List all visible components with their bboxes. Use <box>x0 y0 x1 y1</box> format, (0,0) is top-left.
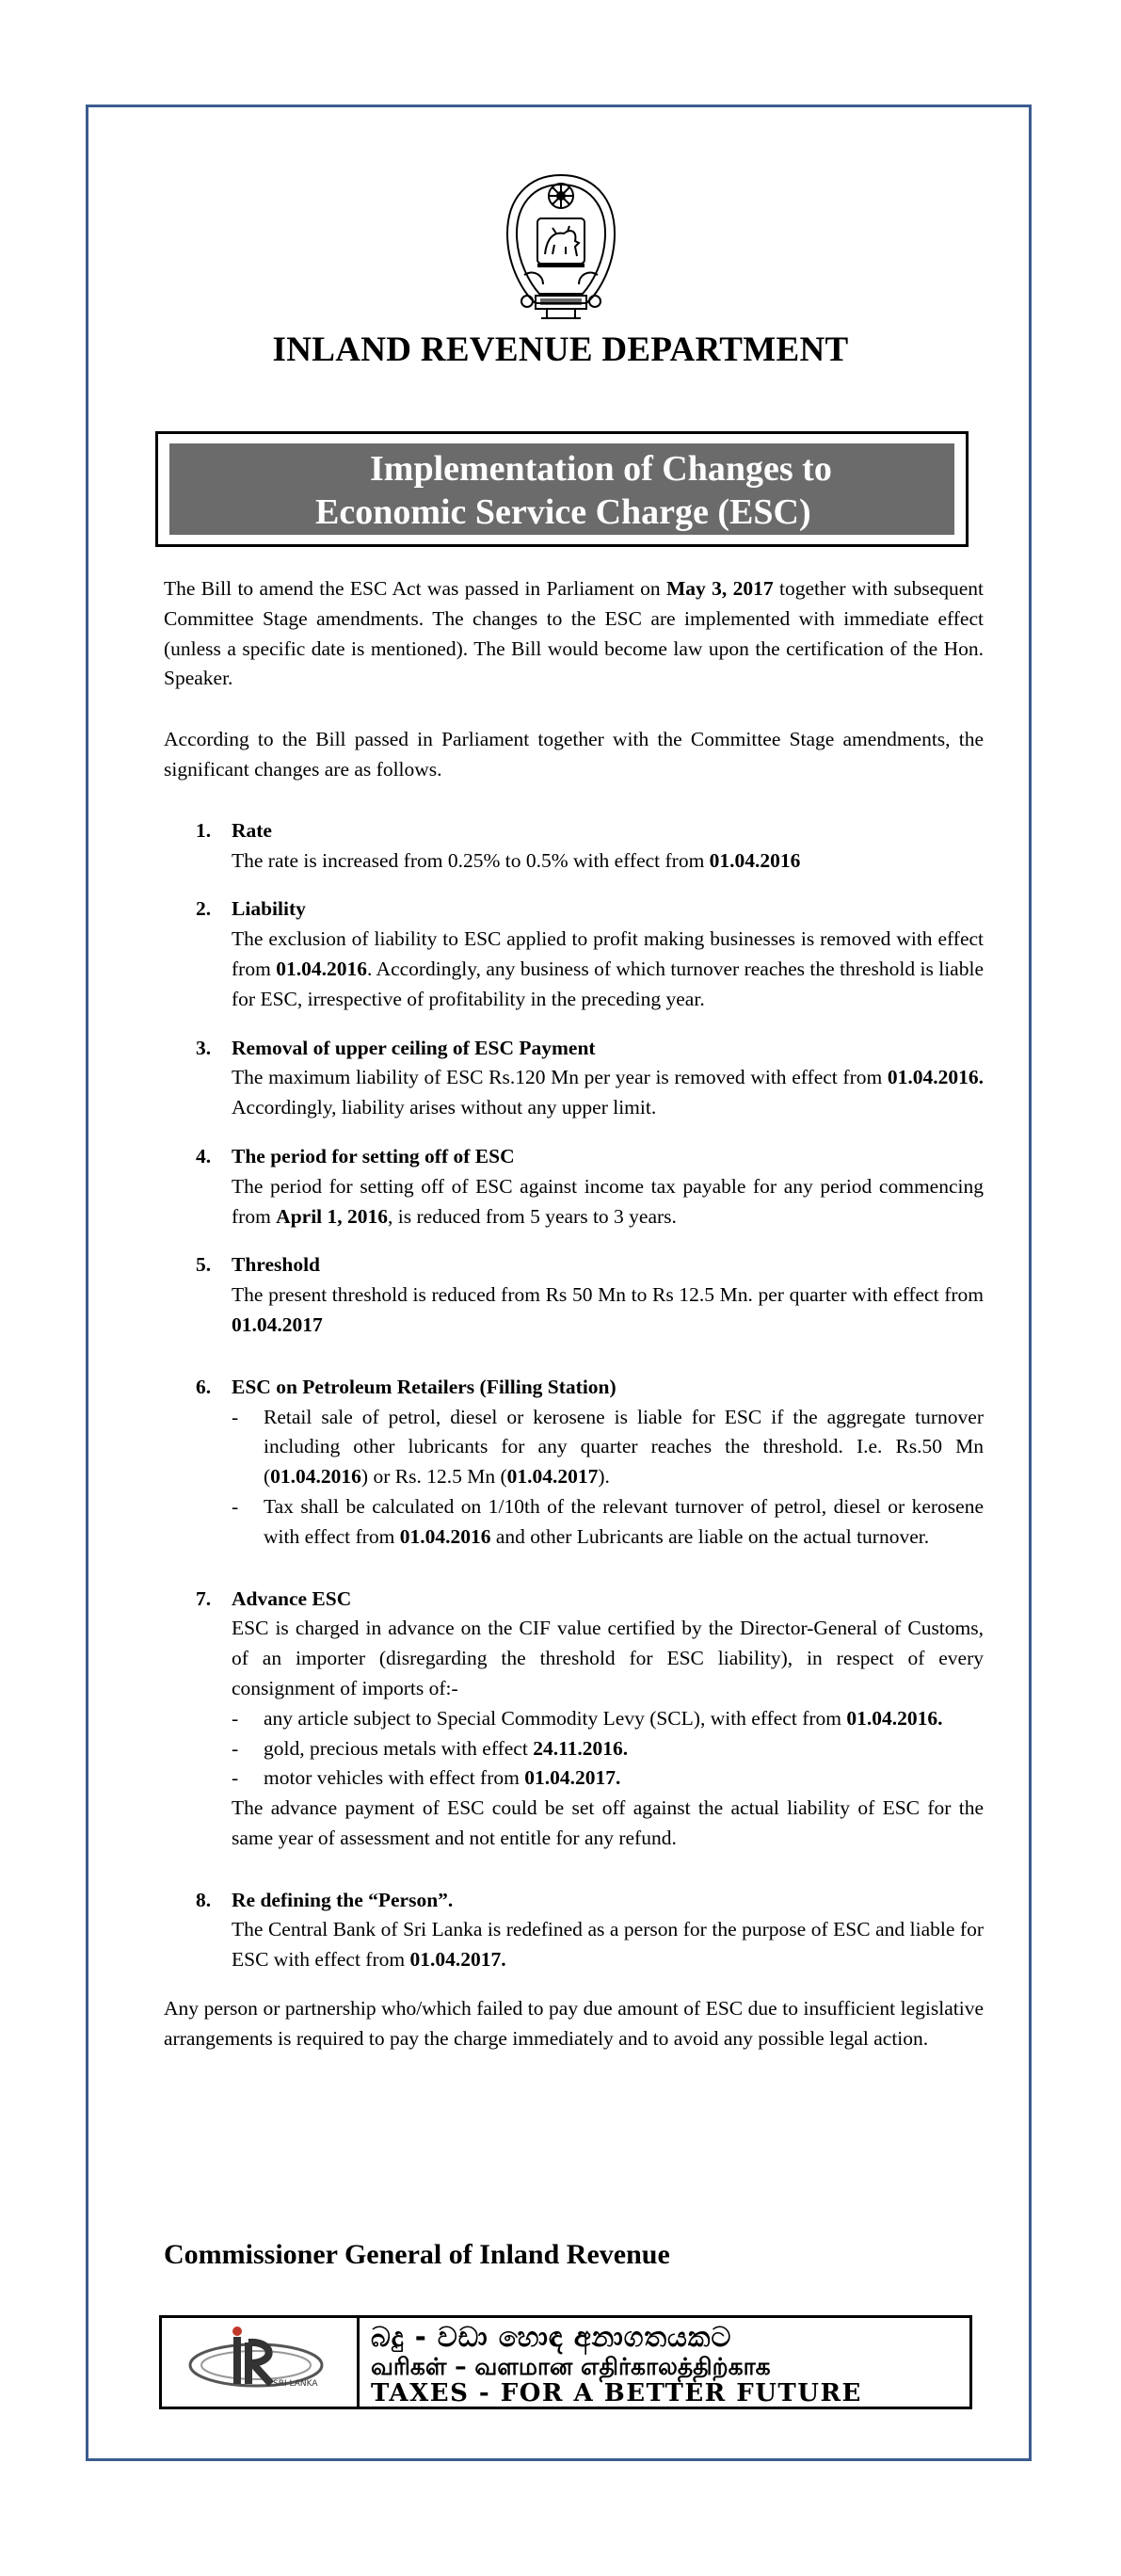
item-heading: Advance ESC <box>232 1586 352 1610</box>
item-date: 01.04.2017 <box>506 1465 599 1489</box>
item-text: . Accordingly, any business of which turnover reaches the threshold is liable for ESC, irrespective of profitability in the preceding year. <box>232 957 984 1010</box>
item-date: 01.04.2017. <box>409 1948 506 1972</box>
item-date: 24.11.2016. <box>533 1736 629 1760</box>
changes-intro-paragraph: According to the Bill passed in Parliament together with the Committee Stage amendments, the significant changes are as follows. <box>164 728 984 781</box>
list-item-threshold <box>164 1250 984 1353</box>
list-item-advance-esc <box>164 1585 984 1867</box>
item-text: gold, precious metals with effect <box>264 1736 534 1760</box>
item-body: The advance payment of ESC could be set off against the actual liability of ESC for the same year of assessment and not entitle for any refund. <box>232 1796 984 1849</box>
sub-item <box>232 1734 984 1764</box>
item-heading: Liability <box>232 897 306 921</box>
item-number: 4. <box>196 1144 212 1167</box>
item-number: 2. <box>196 897 212 921</box>
sub-item <box>232 1763 984 1794</box>
item-heading: The period for setting off of ESC <box>232 1144 515 1167</box>
item-date: 01.04.2016 <box>276 957 367 980</box>
item-body <box>232 1280 984 1341</box>
dash-bullet: - <box>232 1766 239 1790</box>
list-item-setting-off <box>164 1142 984 1232</box>
slogan-text <box>371 2322 960 2407</box>
item-date: 01.04.2016 <box>399 1524 491 1548</box>
sub-item <box>232 1403 984 1492</box>
item-number: 1. <box>196 818 212 842</box>
closing-paragraph: Any person or partnership who/which failed to pay due amount of ESC due to insufficient legislative arrangements is required to pay the charge immediately and to avoid any possible legal action. <box>164 1997 984 2050</box>
dash-bullet: - <box>232 1405 239 1428</box>
slogan-tamil: வரிகள் – வளமான எதிர்காலத்திற்காக <box>371 2353 771 2380</box>
dash-bullet: - <box>232 1494 239 1518</box>
item-body <box>232 1172 984 1232</box>
slogan-banner <box>159 2315 972 2409</box>
item-date: 01.04.2016. <box>846 1706 943 1730</box>
sub-item <box>232 1704 984 1734</box>
changes-list <box>164 816 984 1975</box>
item-number: 5. <box>196 1253 212 1277</box>
list-item-person <box>164 1886 984 1975</box>
slogan-english: TAXES - FOR A BETTER FUTURE <box>371 2379 862 2407</box>
item-date: 01.04.2017. <box>524 1766 621 1790</box>
title-box <box>155 431 969 547</box>
intro-paragraph <box>164 574 984 694</box>
logo-text: SRI LANKA <box>273 2379 318 2389</box>
item-text: The exclusion of liability to ESC applied to profit making businesses is removed with effect from <box>232 927 984 980</box>
item-heading: ESC on Petroleum Retailers (Filling Station) <box>232 1375 617 1398</box>
title-line-1: Implementation of Changes to <box>370 449 832 489</box>
signature-line: Commissioner General of Inland Revenue <box>164 2239 670 2270</box>
item-body <box>232 1915 984 1975</box>
item-date: 01.04.2016 <box>709 848 801 872</box>
item-body <box>232 1063 984 1123</box>
item-heading: Removal of upper ceiling of ESC Payment <box>232 1036 596 1059</box>
item-text: ). <box>598 1465 610 1489</box>
item-text: The present threshold is reduced from Rs 50 Mn to Rs 12.5 Mn. per quarter with effect from <box>232 1283 984 1307</box>
item-date: 01.04.2016. <box>887 1066 984 1089</box>
list-item-liability <box>164 894 984 1014</box>
item-heading: Threshold <box>232 1253 320 1277</box>
item-body <box>232 846 984 877</box>
item-text: Tax shall be calculated on 1/10th of the relevant turnover of petrol, diesel or kerosene with effect from <box>264 1494 984 1548</box>
notice-body <box>164 574 984 2054</box>
sri-lanka-emblem-icon <box>496 171 626 322</box>
item-text: Retail sale of petrol, diesel or kerosene is liable for ESC if the aggregate turnover including other lubricants for any quarter reaches the threshold. I.e. Rs.50 Mn ( <box>264 1405 984 1489</box>
item-heading: Re defining the “Person”. <box>232 1888 454 1911</box>
title-line-2: Economic Service Charge (ESC) <box>315 492 811 532</box>
list-item-upper-ceiling <box>164 1034 984 1123</box>
item-number: 6. <box>196 1375 212 1398</box>
item-text: The period for setting off of ESC against income tax payable for any period commencing from <box>232 1174 984 1228</box>
ird-logo-icon <box>162 2318 357 2407</box>
slogan-sinhala: බදු - වඩා හොඳ අනාගතයකට <box>371 2321 732 2353</box>
dash-bullet: - <box>232 1706 239 1730</box>
item-text: and other Lubricants are liable on the actual turnover. <box>490 1524 930 1548</box>
ird-logo <box>162 2318 360 2407</box>
item-text: The rate is increased from 0.25% to 0.5% with effect from <box>232 848 710 872</box>
item-date: 01.04.2016 <box>270 1465 361 1489</box>
item-date: April 1, 2016 <box>276 1204 389 1228</box>
sub-item <box>232 1492 984 1553</box>
item-number: 7. <box>196 1586 212 1610</box>
item-body: ESC is charged in advance on the CIF value certified by the Director-General of Customs, of an importer (disregarding the threshold for ESC liability), in respect of every consignment of imports of:- <box>232 1617 984 1699</box>
intro-text: The Bill to amend the ESC Act was passed in Parliament on <box>164 577 666 600</box>
title-banner <box>169 443 954 535</box>
intro-date: May 3, 2017 <box>665 577 774 600</box>
list-item-rate <box>164 816 984 877</box>
item-number: 3. <box>196 1036 212 1059</box>
item-text: any article subject to Special Commodity Levy (SCL), with effect from <box>264 1706 847 1730</box>
item-text: Accordingly, liability arises without any upper limit. <box>232 1096 657 1119</box>
department-heading: INLAND REVENUE DEPARTMENT <box>272 330 849 369</box>
dash-bullet: - <box>232 1736 239 1760</box>
item-text: The maximum liability of ESC Rs.120 Mn per year is removed with effect from <box>232 1066 888 1089</box>
item-heading: Rate <box>232 818 272 842</box>
item-number: 8. <box>196 1888 212 1911</box>
item-body <box>232 925 984 1014</box>
item-text: The Central Bank of Sri Lanka is redefined as a person for the purpose of ESC and liable for ESC with effect from <box>232 1918 984 1972</box>
item-date: 01.04.2017 <box>232 1312 323 1336</box>
item-text: , is reduced from 5 years to 3 years. <box>388 1204 677 1228</box>
item-text: ) or Rs. 12.5 Mn ( <box>360 1465 507 1489</box>
item-text: motor vehicles with effect from <box>264 1766 525 1790</box>
intro-text-cont: together with subsequent Committee Stage amendments. The changes to the ESC are implemented with immediate effect (unless a specific date is mentioned). The Bill would become law upon the certification of the Hon. Speaker. <box>164 577 985 690</box>
list-item-petroleum <box>164 1373 984 1566</box>
